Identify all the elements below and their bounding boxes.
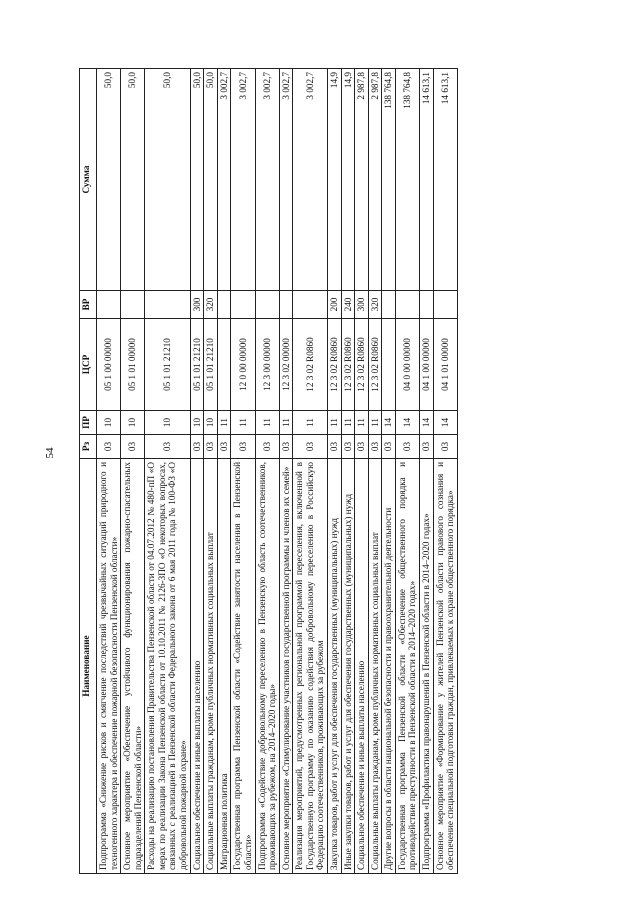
row-name: Иные закупки товаров, работ и услуг для обеспечения государственных (муниципальных) нужд xyxy=(341,459,355,874)
row-rz: 03 xyxy=(121,435,145,459)
row-csr: 12 3 02 R0860 xyxy=(293,319,328,411)
row-pr: 14 xyxy=(395,411,419,435)
row-sum: 3 002,7 xyxy=(279,69,293,291)
row-vr xyxy=(279,291,293,319)
row-sum: 3 002,7 xyxy=(293,69,328,291)
row-rz: 03 xyxy=(190,435,204,459)
row-vr: 240 xyxy=(341,291,355,319)
row-vr xyxy=(255,291,279,319)
row-sum: 3 002,7 xyxy=(255,69,279,291)
row-pr: 11 xyxy=(341,411,355,435)
header-vr: ВР xyxy=(80,291,97,319)
row-name: Реализация мероприятий, предусмотренных региональной программой переселения, включенной в Государственную программу по оказанию содействия добровольному переселению в Российскую Федерацию соотечественников, проживающих за рубежом xyxy=(293,459,328,874)
row-vr xyxy=(420,291,434,319)
row-vr xyxy=(97,291,121,319)
table-row xyxy=(279,69,293,874)
row-csr: 12 3 02 00000 xyxy=(279,319,293,411)
row-csr: 12 0 00 00000 xyxy=(231,319,255,411)
table-row xyxy=(341,69,355,874)
row-pr: 11 xyxy=(368,411,382,435)
row-name: Государственная программа Пензенской области «Обеспечение общественного порядка и противодействие преступности в Пензенской области в 2014–2020 годах» xyxy=(395,459,419,874)
row-csr: 12 3 02 R0860 xyxy=(355,319,369,411)
row-pr: 11 xyxy=(255,411,279,435)
row-sum: 50,0 xyxy=(97,69,121,291)
row-csr: 05 1 01 21210 xyxy=(145,319,190,411)
row-rz: 03 xyxy=(255,435,279,459)
row-csr: 05 1 00 00000 xyxy=(97,319,121,411)
row-csr: 05 1 01 21210 xyxy=(190,319,204,411)
row-vr xyxy=(433,291,457,319)
row-vr xyxy=(121,291,145,319)
row-csr: 12 3 02 R0860 xyxy=(368,319,382,411)
row-pr: 10 xyxy=(190,411,204,435)
row-pr: 11 xyxy=(327,411,341,435)
row-rz: 03 xyxy=(279,435,293,459)
table-row xyxy=(255,69,279,874)
table-row xyxy=(145,69,190,874)
row-rz: 03 xyxy=(368,435,382,459)
row-name: Государственная программа Пензенской области «Содействие занятости населения в Пензенской области» xyxy=(231,459,255,874)
header-csr: ЦСР xyxy=(80,319,97,411)
row-rz: 03 xyxy=(231,435,255,459)
row-name: Основное мероприятие «Стимулирование участников государственной программы и членов их семей» xyxy=(279,459,293,874)
page-number: 54 xyxy=(44,447,56,459)
table-row xyxy=(355,69,369,874)
header-sum: Сумма xyxy=(80,69,97,291)
row-name: Подпрограмма «Содействие добровольному переселению в Пензенскую область соотечественников, проживающих за рубежом, на 2014–2020 годы» xyxy=(255,459,279,874)
row-sum: 138 764,8 xyxy=(395,69,419,291)
row-csr: 04 1 00 00000 xyxy=(420,319,434,411)
row-name: Основное мероприятие «Формирование у жителей Пензенской области правового сознания и обеспечение специальной подготовки граждан, привлекаемых к охране общественного порядка» xyxy=(433,459,457,874)
row-rz: 03 xyxy=(395,435,419,459)
row-rz: 03 xyxy=(420,435,434,459)
row-name: Другие вопросы в области национальной безопасности и правоохранительной деятельности xyxy=(382,459,396,874)
row-rz: 03 xyxy=(145,435,190,459)
row-csr: 12 3 02 R0860 xyxy=(327,319,341,411)
row-name: Социальное обеспечение и иные выплаты населению xyxy=(190,459,204,874)
row-sum: 14 613,1 xyxy=(433,69,457,291)
row-sum: 3 002,7 xyxy=(217,69,231,291)
table-row xyxy=(204,69,218,874)
row-rz: 03 xyxy=(382,435,396,459)
row-name: Основное мероприятие «Обеспечение устойчивого функционирования пожарно-спасательных подразделений Пензенской области» xyxy=(121,459,145,874)
row-name: Расходы на реализацию постановления Правительства Пензенской области от 04.07.2012 № 480-пП «О мерах по реализации Закона Пензенской области от 10.10.2011 № 2126-ЗПО «О некоторых вопросах, связанных с реализацией в Пензенской области Федерального закона от 6 мая 2011 года № 100-ФЗ «О добровольной пожарной охране» xyxy=(145,459,190,874)
row-pr: 10 xyxy=(97,411,121,435)
table-row xyxy=(97,69,121,874)
table-row xyxy=(293,69,328,874)
table-row xyxy=(395,69,419,874)
row-pr: 14 xyxy=(420,411,434,435)
table-row xyxy=(327,69,341,874)
row-csr: 12 3 02 R0860 xyxy=(341,319,355,411)
row-name: Подпрограмма «Профилактика правонарушений в Пензенской области в 2014–2020 годах» xyxy=(420,459,434,874)
header-pr: ПР xyxy=(80,411,97,435)
row-name: Подпрограмма «Снижение рисков и смягчение последствий чрезвычайных ситуаций природного и техногенного характера и обеспечение пожарной безопасности Пензенской области» xyxy=(97,459,121,874)
row-vr: 300 xyxy=(355,291,369,319)
row-rz: 03 xyxy=(327,435,341,459)
budget-table xyxy=(79,68,458,874)
row-sum: 50,0 xyxy=(121,69,145,291)
row-name: Миграционная политика xyxy=(217,459,231,874)
row-csr xyxy=(217,319,231,411)
row-vr xyxy=(382,291,396,319)
row-rz: 03 xyxy=(293,435,328,459)
row-rz: 03 xyxy=(97,435,121,459)
row-pr: 11 xyxy=(279,411,293,435)
row-csr xyxy=(382,319,396,411)
row-name: Социальные выплаты гражданам, кроме публичных нормативных социальных выплат xyxy=(204,459,218,874)
row-vr: 320 xyxy=(368,291,382,319)
row-vr xyxy=(395,291,419,319)
row-sum: 14 613,1 xyxy=(420,69,434,291)
row-sum: 2 987,8 xyxy=(355,69,369,291)
row-pr: 10 xyxy=(204,411,218,435)
row-vr xyxy=(231,291,255,319)
row-rz: 03 xyxy=(204,435,218,459)
row-pr: 14 xyxy=(433,411,457,435)
table-row xyxy=(217,69,231,874)
row-vr xyxy=(217,291,231,319)
row-rz: 03 xyxy=(355,435,369,459)
table-row xyxy=(433,69,457,874)
row-vr: 320 xyxy=(204,291,218,319)
rotated-table-container xyxy=(79,69,567,874)
header-rz: Рз xyxy=(80,435,97,459)
row-sum: 14,9 xyxy=(327,69,341,291)
row-sum: 3 002,7 xyxy=(231,69,255,291)
row-pr: 10 xyxy=(145,411,190,435)
header-name: Наименование xyxy=(80,459,97,874)
row-rz: 03 xyxy=(341,435,355,459)
row-rz: 03 xyxy=(433,435,457,459)
row-vr xyxy=(293,291,328,319)
row-pr: 10 xyxy=(121,411,145,435)
row-vr: 300 xyxy=(190,291,204,319)
table-header-row xyxy=(80,69,97,874)
row-csr: 05 1 01 00000 xyxy=(121,319,145,411)
table-row xyxy=(368,69,382,874)
row-pr: 11 xyxy=(293,411,328,435)
row-rz: 03 xyxy=(217,435,231,459)
row-csr: 04 0 00 00000 xyxy=(395,319,419,411)
row-name: Социальные выплаты гражданам, кроме публичных нормативных социальных выплат xyxy=(368,459,382,874)
row-sum: 14,9 xyxy=(341,69,355,291)
table-row xyxy=(420,69,434,874)
table-row xyxy=(121,69,145,874)
row-name: Закупка товаров, работ и услуг для обеспечения государственных (муниципальных) нужд xyxy=(327,459,341,874)
row-vr: 200 xyxy=(327,291,341,319)
row-pr: 11 xyxy=(355,411,369,435)
row-sum: 50,0 xyxy=(204,69,218,291)
row-vr xyxy=(145,291,190,319)
row-sum: 2 987,8 xyxy=(368,69,382,291)
row-sum: 138 764,8 xyxy=(382,69,396,291)
row-csr: 05 1 01 21210 xyxy=(204,319,218,411)
row-pr: 11 xyxy=(231,411,255,435)
table-row xyxy=(231,69,255,874)
row-csr: 12 3 00 00000 xyxy=(255,319,279,411)
table-row xyxy=(190,69,204,874)
row-sum: 50,0 xyxy=(145,69,190,291)
row-pr: 14 xyxy=(382,411,396,435)
table-row xyxy=(382,69,396,874)
row-sum: 50,0 xyxy=(190,69,204,291)
row-name: Социальное обеспечение и иные выплаты населению xyxy=(355,459,369,874)
row-csr: 04 1 01 00000 xyxy=(433,319,457,411)
row-pr: 11 xyxy=(217,411,231,435)
